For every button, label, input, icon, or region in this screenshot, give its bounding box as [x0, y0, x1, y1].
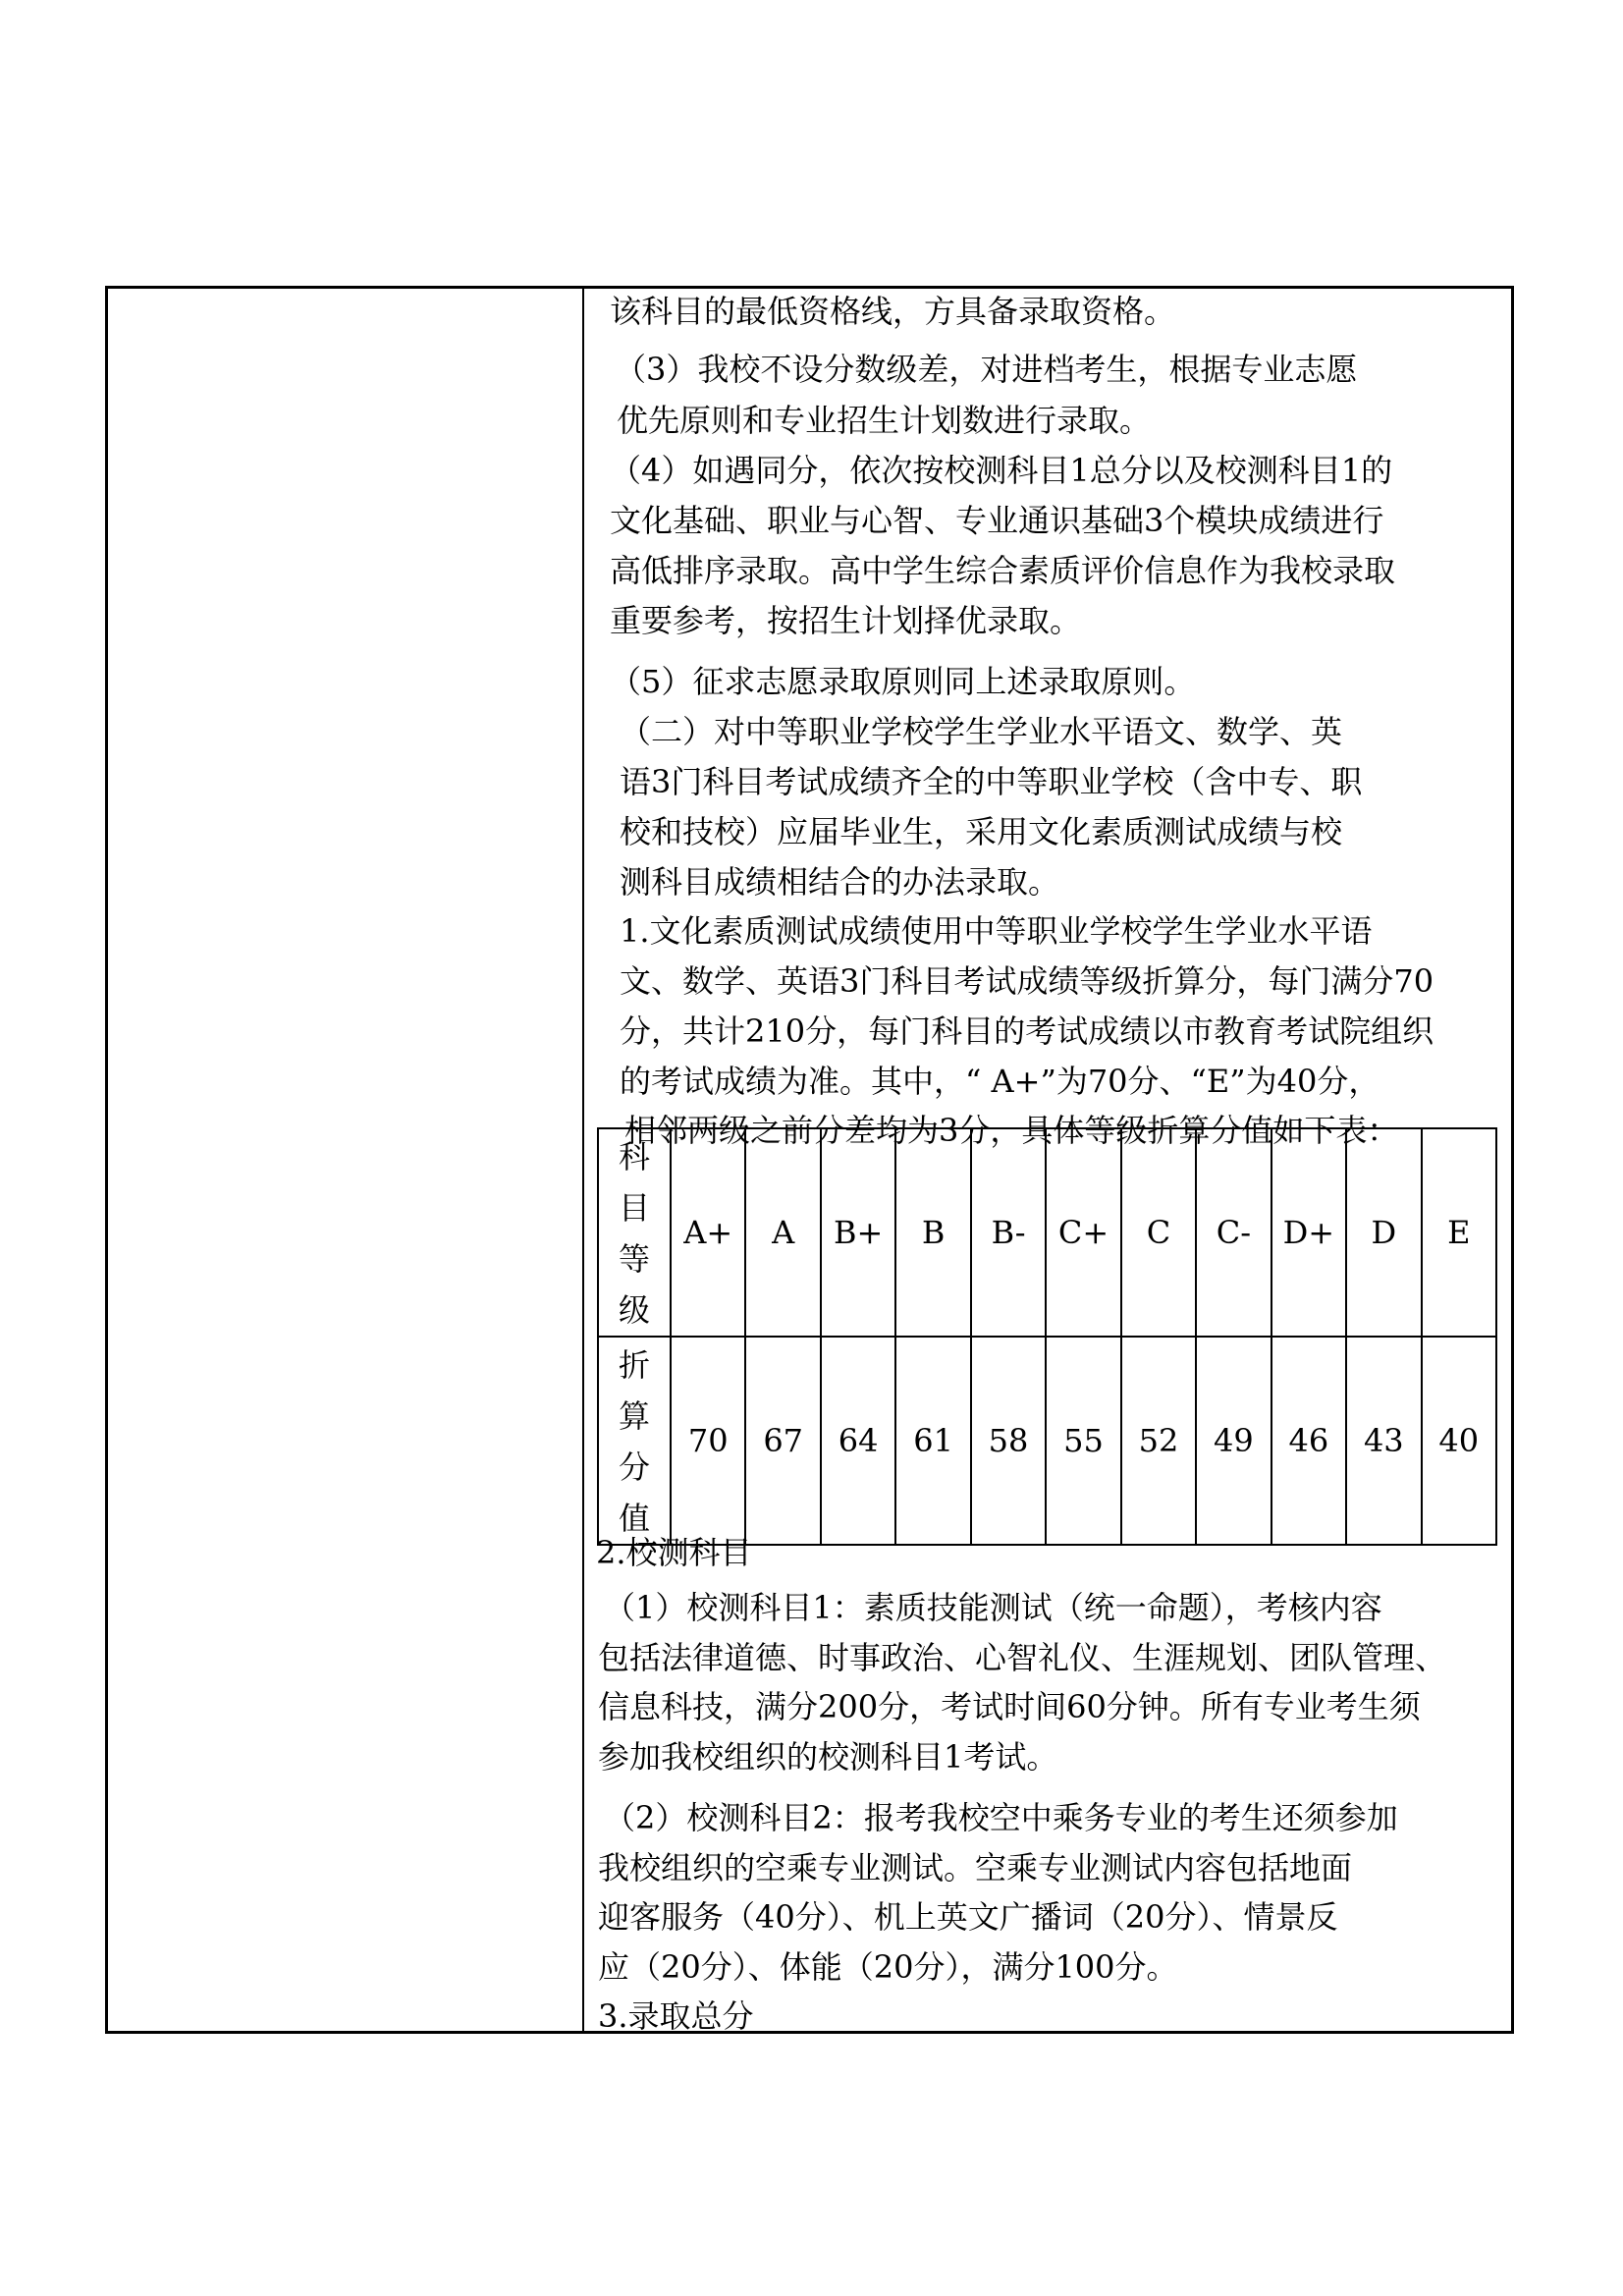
- table-row: [598, 1128, 1496, 1337]
- score-cell: 70: [671, 1337, 745, 1545]
- score-cell: 43: [1346, 1337, 1421, 1545]
- text-line: 我校组织的空乘专业测试。空乘专业测试内容包括地面: [598, 1849, 1353, 1886]
- score-cell: 58: [971, 1337, 1046, 1545]
- text-line: 相邻两级之前分差均为3分，具体等级折算分值如下表：: [624, 1112, 1399, 1149]
- text-line: 参加我校组织的校测科目1考试。: [598, 1738, 1058, 1776]
- text-line: 2.校测科目: [596, 1534, 752, 1571]
- row-header-score: 折 算 分 值: [598, 1337, 671, 1545]
- score-cell: 52: [1121, 1337, 1196, 1545]
- text-line: 该科目的最低资格线，方具备录取资格。: [610, 293, 1176, 330]
- score-cell: 67: [745, 1337, 820, 1545]
- left-column: [108, 289, 584, 2031]
- grade-cell: D: [1346, 1128, 1421, 1337]
- grade-cell: B+: [821, 1128, 895, 1337]
- grade-cell: D+: [1271, 1128, 1346, 1337]
- text-line: 信息科技，满分200分，考试时间60分钟。所有专业考生须: [598, 1688, 1421, 1725]
- text-line: （4）如遇同分，依次按校测科目1总分以及校测科目1的: [610, 452, 1393, 489]
- grade-cell: A+: [671, 1128, 745, 1337]
- text-line: 的考试成绩为准。其中，“ A+”为70分、“E”为40分，: [620, 1063, 1380, 1100]
- score-cell: 64: [821, 1337, 895, 1545]
- row-header-grade: 科 目 等 级: [598, 1128, 671, 1337]
- text-line: （二）对中等职业学校学生学业水平语文、数学、英: [620, 713, 1343, 750]
- text-line: 应（20分）、体能（20分），满分100分。: [598, 1948, 1178, 1986]
- score-cell: 40: [1422, 1337, 1496, 1545]
- text-line: （5）征求志愿录取原则同上述录取原则。: [610, 663, 1196, 700]
- score-cell: 46: [1271, 1337, 1346, 1545]
- table-row: [598, 1337, 1496, 1545]
- text-line: （2）校测科目2：报考我校空中乘务专业的考生还须参加: [604, 1799, 1398, 1836]
- grade-cell: A: [745, 1128, 820, 1337]
- text-line: 3.录取总分: [598, 1997, 754, 2035]
- text-line: 分，共计210分，每门科目的考试成绩以市教育考试院组织: [620, 1012, 1434, 1050]
- grade-cell: E: [1422, 1128, 1496, 1337]
- text-line: 测科目成绩相结合的办法录取。: [620, 863, 1060, 901]
- text-line: 重要参考，按招生计划择优录取。: [610, 602, 1082, 639]
- grade-cell: C+: [1046, 1128, 1120, 1337]
- text-line: 校和技校）应届毕业生，采用文化素质测试成绩与校: [620, 813, 1343, 850]
- score-cell: 55: [1046, 1337, 1120, 1545]
- grade-cell: C: [1121, 1128, 1196, 1337]
- text-line: （1）校测科目1：素质技能测试（统一命题），考核内容: [604, 1589, 1382, 1626]
- text-line: 迎客服务（40分）、机上英文广播词（20分）、情景反: [598, 1898, 1338, 1936]
- text-line: 包括法律道德、时事政治、心智礼仪、生涯规划、团队管理、: [598, 1639, 1447, 1676]
- text-line: 高低排序录取。高中学生综合素质评价信息作为我校录取: [610, 552, 1396, 589]
- text-line: 1.文化素质测试成绩使用中等职业学校学生学业水平语: [620, 912, 1373, 950]
- grade-cell: B-: [971, 1128, 1046, 1337]
- score-cell: 61: [895, 1337, 970, 1545]
- text-line: 语3门科目考试成绩齐全的中等职业学校（含中专、职: [620, 763, 1363, 800]
- grade-cell: C-: [1196, 1128, 1271, 1337]
- text-line: 文、数学、英语3门科目考试成绩等级折算分，每门满分70: [620, 962, 1434, 1000]
- score-cell: 49: [1196, 1337, 1271, 1545]
- text-line: （3）我校不设分数级差，对进档考生，根据专业志愿: [615, 351, 1358, 388]
- grade-cell: B: [895, 1128, 970, 1337]
- text-line: 文化基础、职业与心智、专业通识基础3个模块成绩进行: [610, 502, 1384, 539]
- text-line: 优先原则和专业招生计划数进行录取。: [617, 402, 1152, 439]
- grade-conversion-table: [597, 1127, 1497, 1546]
